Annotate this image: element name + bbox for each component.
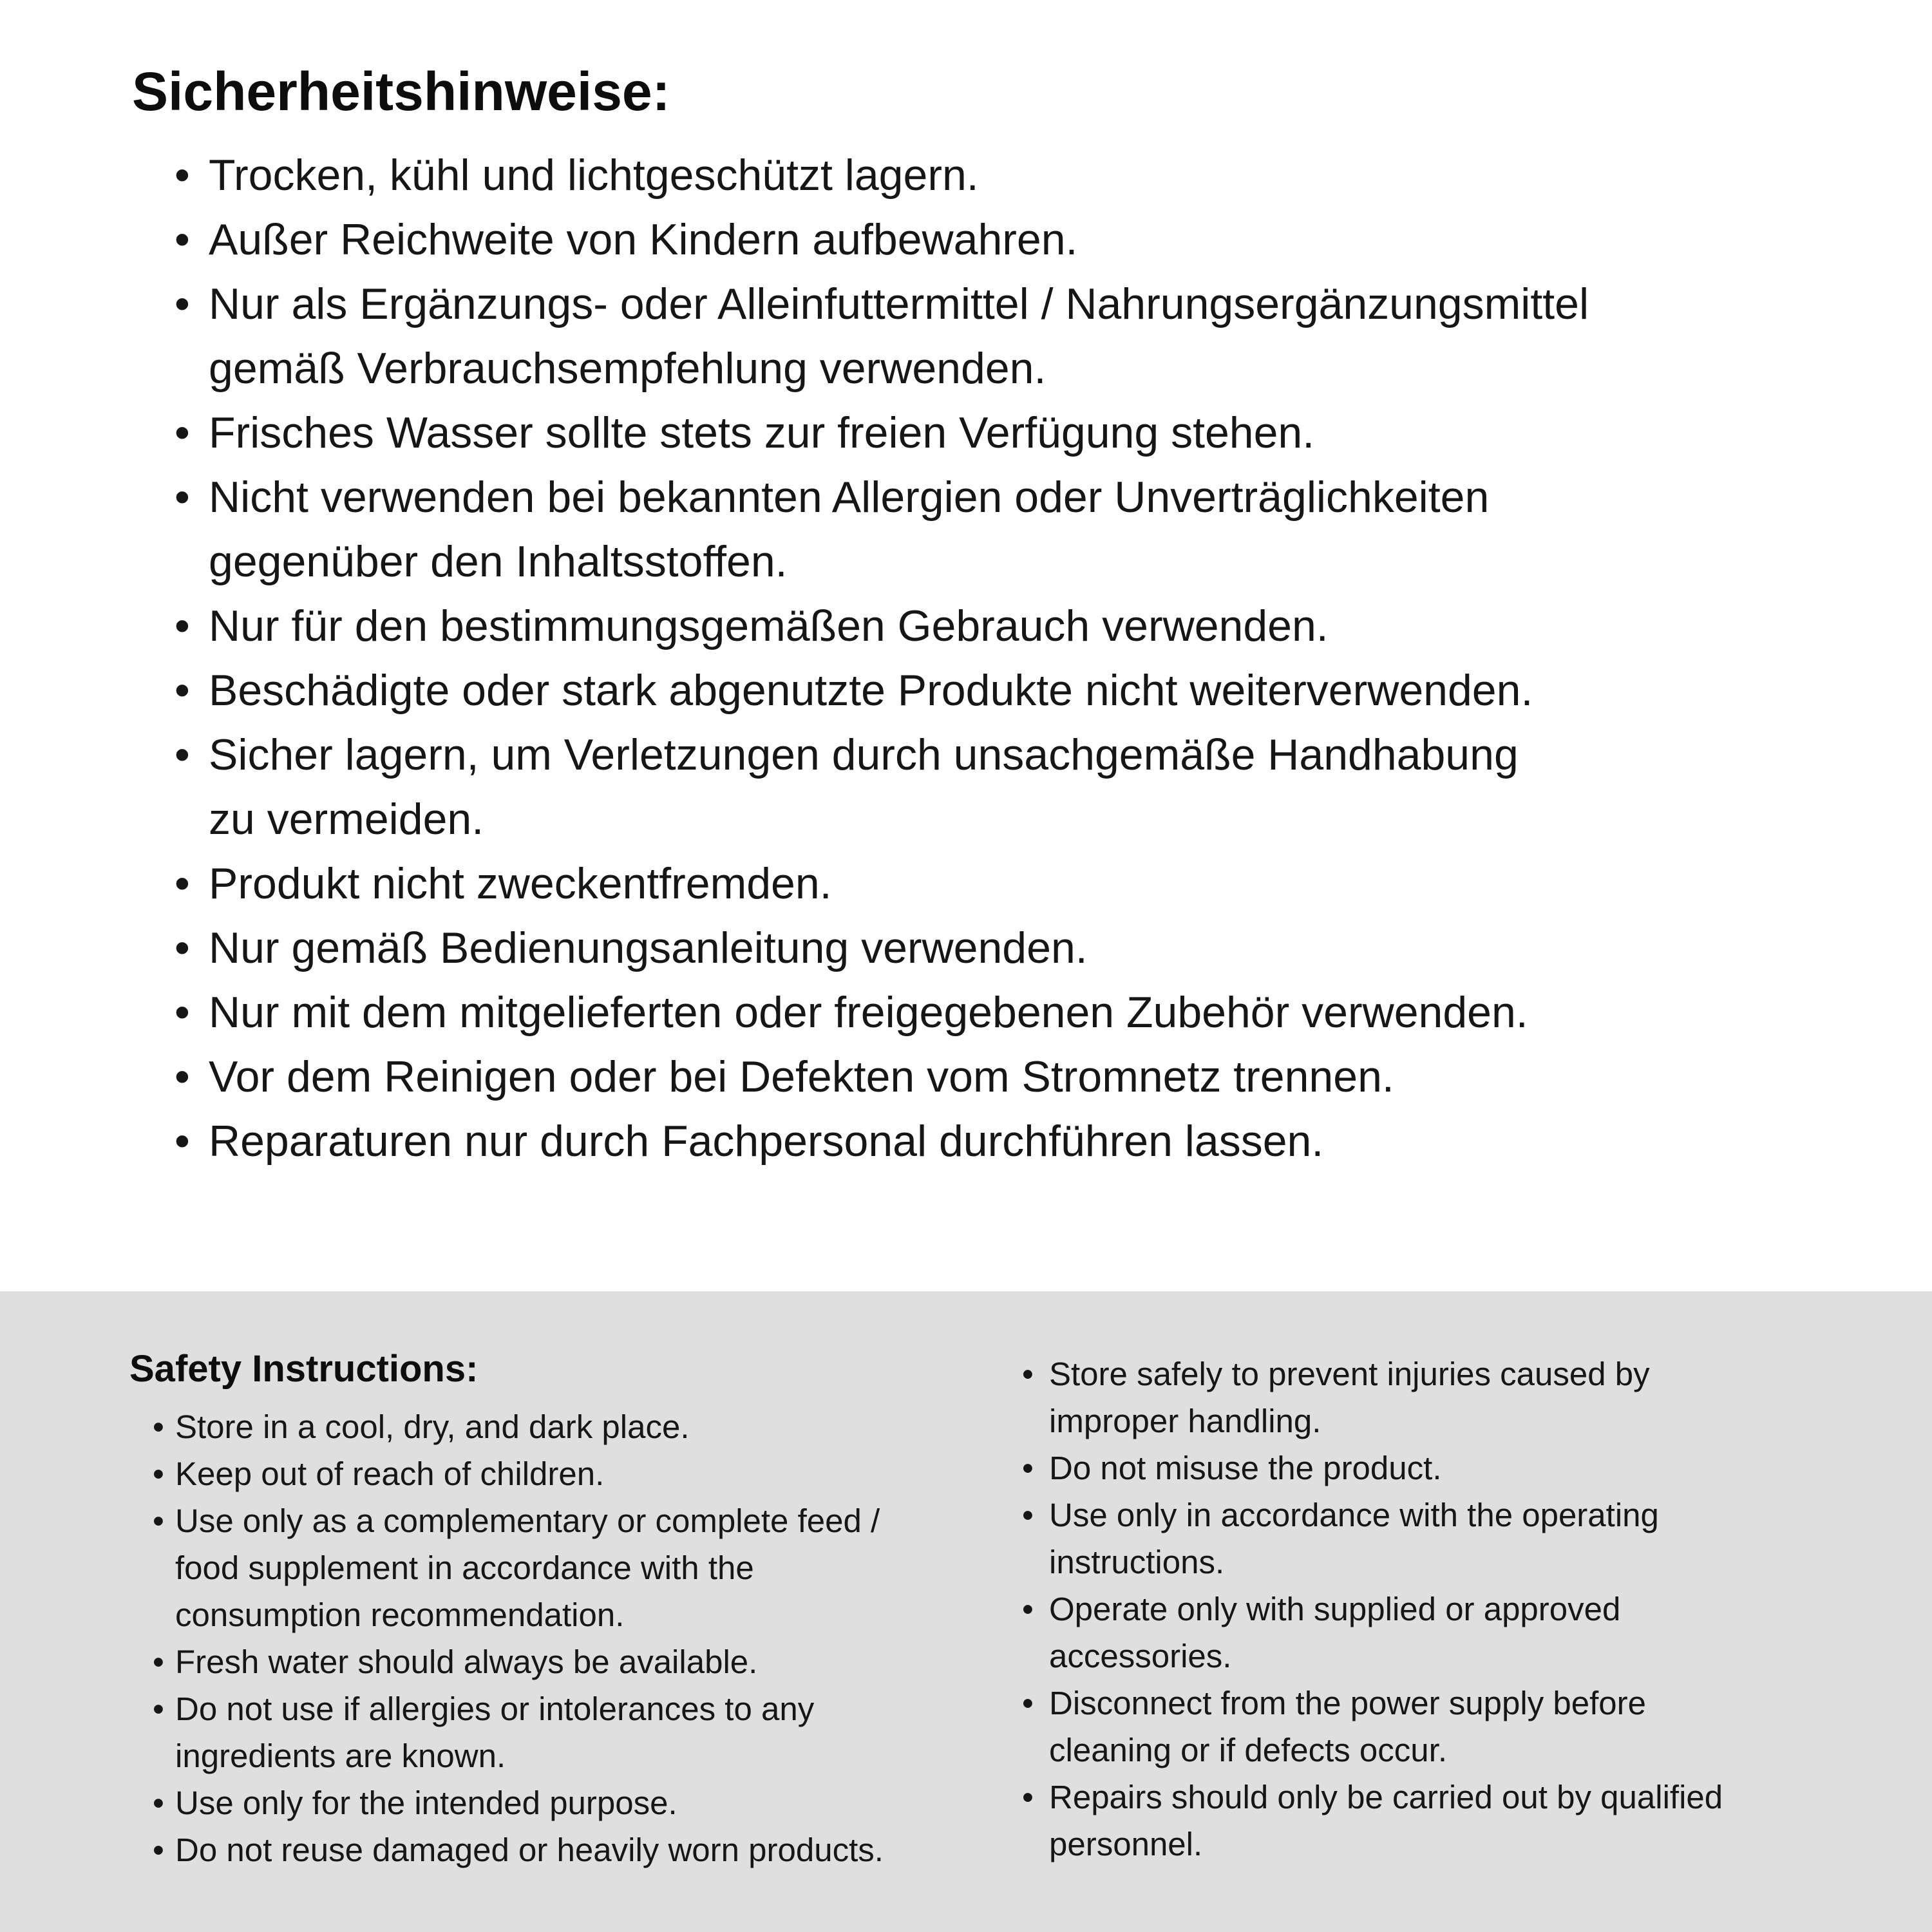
bullet-line: • Do not misuse the product. xyxy=(1049,1450,1442,1486)
bullet-item xyxy=(153,1497,1012,1638)
bullet-line: accessories. xyxy=(1049,1638,1232,1674)
bullet-line: • Vor dem Reinigen oder bei Defekten vom Stromnetz trennen. xyxy=(209,1052,1394,1101)
bullet-line: gegenüber den Inhaltsstoffen. xyxy=(209,537,788,586)
bullet-line: • Trocken, kühl und lichtgeschützt lagern. xyxy=(209,151,979,200)
bullet-line: • Beschädigte oder stark abgenutzte Produkte nicht weiterverwenden. xyxy=(209,666,1533,715)
bullet-line: improper handling. xyxy=(1049,1403,1321,1439)
bullet-item xyxy=(153,1638,1012,1685)
bullet-line: zu vermeiden. xyxy=(209,795,484,844)
german-safety-section xyxy=(132,61,1897,1173)
bullet-line: • Frisches Wasser sollte stets zur freien Verfügung stehen. xyxy=(209,408,1315,457)
bullet-line: • Produkt nicht zweckentfremden. xyxy=(209,859,832,908)
bullet-item xyxy=(175,143,1897,207)
bullet-line: • Außer Reichweite von Kindern aufbewahren. xyxy=(209,215,1078,264)
bullet-item xyxy=(1022,1350,1911,1444)
bullet-item xyxy=(153,1685,1012,1779)
bullet-item xyxy=(175,916,1897,980)
bullet-item xyxy=(175,1045,1897,1109)
bullet-item xyxy=(1022,1444,1911,1492)
bullet-line: • Use only in accordance with the operating xyxy=(1049,1497,1659,1533)
bullet-item xyxy=(153,1450,1012,1497)
bullet-line: • Disconnect from the power supply before xyxy=(1049,1685,1646,1721)
bullet-line: • Do not use if allergies or intolerances to any xyxy=(175,1690,815,1727)
bullet-line: cleaning or if defects occur. xyxy=(1049,1732,1448,1768)
german-bullet-list xyxy=(175,143,1897,1173)
bullet-line: • Operate only with supplied or approved xyxy=(1049,1591,1621,1627)
bullet-item xyxy=(175,594,1897,658)
bullet-line: • Repairs should only be carried out by qualified xyxy=(1049,1779,1723,1815)
bullet-item xyxy=(175,658,1897,723)
bullet-line: • Sicher lagern, um Verletzungen durch unsachgemäße Handhabung xyxy=(209,730,1519,779)
bullet-item xyxy=(175,272,1897,401)
bullet-item xyxy=(175,1109,1897,1173)
bullet-line: • Nicht verwenden bei bekannten Allergien oder Unverträglichkeiten xyxy=(209,473,1490,522)
bullet-line: • Keep out of reach of children. xyxy=(175,1455,605,1492)
bullet-line: • Store safely to prevent injuries caused by xyxy=(1049,1356,1650,1392)
bullet-item xyxy=(1022,1492,1911,1586)
bullet-line: • Reparaturen nur durch Fachpersonal durchführen lassen. xyxy=(209,1117,1324,1166)
bullet-line: • Nur gemäß Bedienungsanleitung verwenden. xyxy=(209,923,1088,972)
bullet-item xyxy=(1022,1586,1911,1680)
bullet-line: • Nur mit dem mitgelieferten oder freigegebenen Zubehör verwenden. xyxy=(209,988,1528,1037)
bullet-line: • Store in a cool, dry, and dark place. xyxy=(175,1408,690,1445)
bullet-item xyxy=(153,1403,1012,1450)
bullet-line: • Use only for the intended purpose. xyxy=(175,1785,677,1821)
english-left-bullet-list xyxy=(153,1403,1012,1873)
bullet-item xyxy=(175,401,1897,465)
german-section-heading: Sicherheitshinweise: xyxy=(132,61,670,122)
bullet-line: ingredients are known. xyxy=(175,1738,506,1774)
english-section-heading: Safety Instructions: xyxy=(129,1348,478,1390)
english-safety-section xyxy=(0,1291,1932,1932)
english-right-column xyxy=(1022,1350,1911,1868)
bullet-line: • Fresh water should always be available. xyxy=(175,1643,758,1680)
bullet-line: food supplement in accordance with the xyxy=(175,1549,754,1586)
bullet-line: • Use only as a complementary or complete feed / xyxy=(175,1502,880,1539)
bullet-item xyxy=(175,851,1897,916)
bullet-line: gemäß Verbrauchsempfehlung verwenden. xyxy=(209,344,1046,393)
bullet-line: consumption recommendation. xyxy=(175,1596,625,1633)
english-right-bullet-list xyxy=(1022,1350,1911,1868)
bullet-item xyxy=(175,465,1897,594)
bullet-line: • Do not reuse damaged or heavily worn products. xyxy=(175,1832,884,1868)
bullet-item xyxy=(175,980,1897,1045)
bullet-item xyxy=(1022,1774,1911,1868)
bullet-line: personnel. xyxy=(1049,1826,1203,1862)
bullet-item xyxy=(153,1779,1012,1826)
english-left-column xyxy=(129,1350,1012,1873)
bullet-line: instructions. xyxy=(1049,1544,1225,1580)
bullet-item xyxy=(175,723,1897,851)
bullet-item xyxy=(1022,1680,1911,1774)
bullet-item xyxy=(153,1826,1012,1873)
bullet-line: • Nur als Ergänzungs- oder Alleinfuttermittel / Nahrungsergänzungsmittel xyxy=(209,279,1589,328)
bullet-item xyxy=(175,207,1897,272)
bullet-line: • Nur für den bestimmungsgemäßen Gebrauch verwenden. xyxy=(209,601,1329,650)
